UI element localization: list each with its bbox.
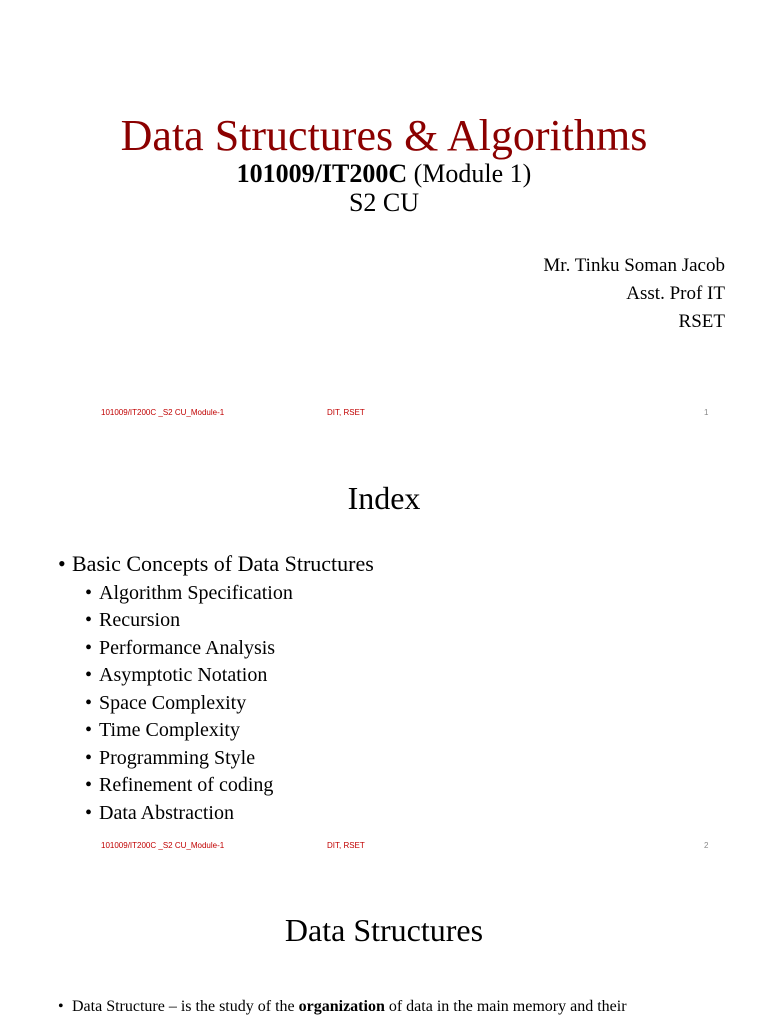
slide2-page-number: 2 [704, 841, 709, 850]
main-bullet-label: Basic Concepts of Data Structures [72, 551, 374, 576]
slide3-bullet-prefix: Data Structure – is the study of the [72, 998, 299, 1015]
slide3-bullet-bold: organization [298, 998, 385, 1015]
list-item-label: Refinement of coding [99, 774, 274, 796]
list-item-label: Data Abstraction [99, 802, 234, 824]
list-item [85, 718, 240, 742]
list-item-label: Algorithm Specification [99, 582, 293, 604]
bullet-dot-icon: • [85, 692, 93, 714]
bullet-dot-icon: • [85, 582, 93, 604]
list-item [85, 691, 246, 715]
bullet-dot-icon: • [85, 774, 93, 796]
list-item-label: Recursion [99, 609, 181, 631]
list-item [85, 636, 275, 660]
slide1-title: Data Structures & Algorithms [120, 111, 648, 160]
bullet-dot-icon: • [85, 664, 93, 686]
slide2-title: Index [347, 480, 421, 516]
author-institution: RSET [678, 311, 725, 332]
list-item-label: Time Complexity [99, 719, 240, 741]
slide1-footer-dept: DIT, RSET [327, 408, 365, 417]
list-item [85, 581, 293, 605]
author-position: Asst. Prof IT [626, 283, 725, 304]
list-item [85, 663, 267, 687]
bullet-dot-icon: • [85, 802, 93, 824]
list-item-label: Space Complexity [99, 692, 247, 714]
slide1-course-line [0, 159, 768, 189]
list-item [85, 773, 273, 797]
slide3-title: Data Structures [284, 912, 484, 948]
slide3-bullet [58, 997, 627, 1017]
main-bullet [58, 551, 374, 577]
bullet-dot-icon: • [85, 637, 93, 659]
slide2-footer-course: 101009/IT200C _S2 CU_Module-1 [101, 841, 225, 850]
slide3-bullet-suffix: of data in the main memory and their [384, 998, 627, 1015]
bullet-dot-icon: • [85, 609, 93, 631]
module-label: (Module 1) [407, 159, 532, 188]
list-item-label: Performance Analysis [99, 637, 276, 659]
list-item-label: Asymptotic Notation [99, 664, 268, 686]
bullet-dot-icon: • [58, 551, 66, 576]
list-item [85, 801, 234, 825]
slide1-semester: S2 CU [348, 188, 420, 217]
list-item [85, 608, 180, 632]
bullet-dot-icon: • [85, 719, 93, 741]
slide1-page-number: 1 [704, 408, 709, 417]
slide2-footer-dept: DIT, RSET [327, 841, 365, 850]
bullet-dot-icon: • [58, 998, 64, 1015]
bullet-dot-icon: • [85, 747, 93, 769]
list-item-label: Programming Style [99, 747, 256, 769]
list-item [85, 746, 255, 770]
course-code: 101009/IT200C [236, 159, 408, 188]
author-name: Mr. Tinku Soman Jacob [543, 255, 725, 276]
slide1-footer-course: 101009/IT200C _S2 CU_Module-1 [101, 408, 225, 417]
